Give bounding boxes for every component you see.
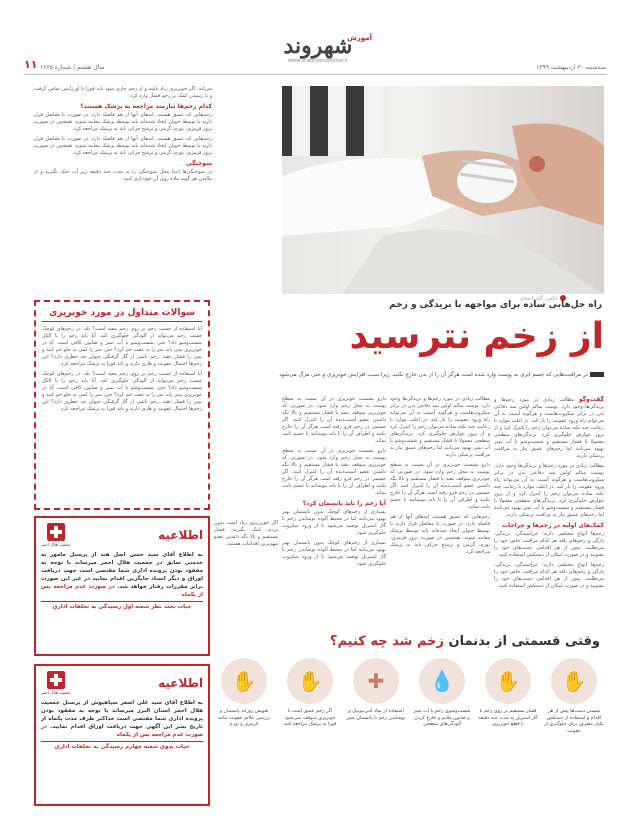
announcement-2-org-label: جمعیت هلال احمر — [41, 690, 71, 695]
header-rule — [24, 74, 606, 75]
step-5-caption: اگر زخم عمیق است یا خونریزی متوقف نمی‌شود فورا به پزشک مراجعه کنید — [283, 709, 337, 727]
step-3 — [412, 658, 472, 798]
change-dressing-icon: ✋ — [221, 658, 267, 704]
center-col-p1: مطالب زیادی در مورد زخم‌ها و بریدگی‌ها وجود دارد. پوست سالم اولین سد دفاعی بدن در برابر میکروب‌هاست و هرگونه آسیب به آن می‌تواند راه ورود عفونت را باز کند. در اغلب موارد با رعایت چند نکته ساده می‌توان زخم را کنترل کرد و از بروز عوارض جلوگیری کرد. بریدگی‌های سطحی معمولا با فشار مستقیم و شست‌وشو با آب تمیز بهبود می‌یابند اما زخم‌های عمیق نیاز به مراقبت پزشکی دارند. — [390, 396, 490, 458]
bandaging-hands-illustration — [282, 86, 604, 294]
article-lead — [274, 372, 604, 378]
article-title: از زخم نترسید — [349, 316, 604, 357]
announcement-2-org — [41, 671, 71, 695]
sidebar-quote-text: اگر خون‌ریزی زیاد است بدون تردید کمک بگیرید؛ فشار مستقیم و بالا نگه داشتن عضو مهم‌ترین اقدامات هستند. — [214, 520, 278, 547]
sidebar-quote — [214, 520, 278, 640]
right-col-label: گفت‌وگو — [578, 396, 604, 403]
left-col-p2: زخم‌هایی که عمیق هستند، لبه‌های آنها از هم فاصله دارد، در صورت یا مفاصل قرار دارند یا توسط حیوان ایجاد شده‌اند باید توسط پزشک معاینه شوند. همچنین در صورت بروز قرمزی، تورم، گرمی و ترشح چرکی باید به پزشک مراجعه کرد. — [34, 112, 212, 132]
steps-title-red: زخم شد چه کنیم؟ — [329, 634, 445, 649]
right-col-p2b: زخم‌ها انواع مختلفی دارند؛ خراشیدگی، بریدگی، پارگی و زخم‌های نافذ هر کدام مراقبت خاص خود را می‌طلبند. پیش از هر اقدامی دست‌های خود را بشویید و در صورت امکان از دستکش استفاده کنید. — [494, 562, 604, 589]
left-col-subhead-2: سوختگی — [186, 160, 212, 167]
announcement-1 — [34, 516, 210, 656]
faq-text-wrap — [42, 326, 202, 506]
middle-column-text — [282, 396, 386, 626]
left-column-text — [34, 86, 212, 292]
mid-col-p1b: دارو بشست خونریزی در آن نسبت به سطح پوست به محل زخم وارد شود. در صورتی که خونریزی متوقف نشد با فشار مستقیم و بالا نگه داشتن عضو آسیب‌دیده آن را کنترل کنید. اگر جسمی در زخم فرو رفته است هرگز آن را خارج نکنید و اطراف آن را با باند بپوشانید تا جسم ثابت بماند. — [282, 448, 386, 496]
announcement-1-text: به اطلاع آقای سید حسن اصل هند از پرسنل مامور به خدمتی سابق در جمعیت هلال احمر میرساند با توجه به مفقود بودن پرونده اداری شما مقتضی است جهت دریافت اوراق و دیگر اسناد جایگزین اقدام نمایید در غیر این صورت برابر مقررات رفتار خواهد شد. — [41, 552, 203, 590]
mid-col-p1: دارو بشست خونریزی در آن نسبت به سطح پوست به محل زخم وارد شود. در صورتی که خونریزی متوقف نشد با فشار مستقیم و بالا نگه داشتن عضو آسیب‌دیده آن را کنترل کنید. اگر جسمی در زخم فرو رفته است هرگز آن را خارج نکنید و اطراف آن را با باند بپوشانید تا جسم ثابت بماند. — [282, 396, 386, 444]
announcement-2-title: اطلاعیه — [158, 676, 203, 690]
article-photo — [282, 86, 604, 294]
pressure-icon: ✋ — [485, 658, 531, 704]
step-6-caption: تعویض روزانه پانسمان و بررسی علائم عفونت مانند قرمزی و تورم — [217, 709, 271, 727]
announcement-2-body — [41, 699, 203, 739]
mid-col-subhead: آیا زخم را باید پانسمان کرد؟ — [302, 500, 386, 507]
issue-info: سه‌شنبه ۳۰ اردیبهشت ۱۳۹۹ — [536, 64, 606, 71]
right-column-text — [494, 396, 604, 626]
left-col-p2b: زخم‌هایی که عمیق هستند، لبه‌های آنها از هم فاصله دارد، در صورت یا مفاصل قرار دارند یا توسط حیوان ایجاد شده‌اند باید توسط پزشک معاینه شوند. همچنین در صورت بروز قرمزی، تورم، گرمی و ترشح چرکی باید به پزشک مراجعه کرد. — [34, 136, 212, 156]
mid-col-p2: بسیاری از زخم‌های کوچک بدون پانسمان بهتر بهبود می‌یابند اما در محیط آلوده پوشاندن زخم با گاز استریل توصیه می‌شود تا از ورود میکروب جلوگیری شود. — [282, 509, 386, 536]
bandage-icon: ✋ — [287, 658, 333, 704]
step-6 — [214, 658, 274, 798]
announcement-1-body — [41, 551, 203, 599]
step-2 — [478, 658, 538, 798]
hand-cut-icon: ✋ — [551, 658, 597, 704]
faq-text-2: آیا استفاده از چسب زخم بر روی زخم مفید است؟ بله، در زخم‌های کوچک چسب زخم می‌تواند از آلودگی جلوگیری کند. آیا باید زخم را با الکل شست‌وشو داد؟ خیر، شست‌وشو با آب تمیز و صابون کافی است. آیا در خونریزی بینی باید سر را به عقب خم کرد؟ خیر، سر را کمی به جلو خم کنید و بینی را فشار دهید. زخم ناشی از گاز گرفتگی حیوان چه خطری دارد؟ این زخم‌ها احتمال عفونت و هاری دارند و باید فورا به پزشک مراجعه کرد. — [42, 371, 202, 412]
newspaper-logo — [258, 34, 378, 70]
announcement-1-org — [41, 523, 71, 547]
step-2-caption: فشار مستقیم بر روی زخم با گاز استریل به مدت چند دقیقه تا قطع خونریزی — [478, 709, 538, 727]
lead-bullet-icon — [590, 372, 604, 377]
logo-tag: آموزش — [347, 34, 372, 42]
right-col-subhead: کمک‌های اولیه در زخم‌ها و جراحات — [501, 522, 604, 529]
announcement-1-title: اطلاعیه — [158, 528, 203, 542]
left-col-p1: می‌کند. اگر خونریزی زیاد باشد و از زخم جاری شود باید فورا با اورژانس تماس گرفت و تا رسیدن کمک بر زخم فشار وارد کرد. — [34, 86, 212, 99]
red-crescent-icon — [47, 671, 65, 689]
page-number: ۱۱ — [24, 58, 38, 71]
logo-site: www.shahrvandonline.ir — [287, 58, 349, 64]
steps-section-title — [330, 634, 600, 649]
step-5 — [280, 658, 340, 798]
center-column-text — [390, 396, 490, 626]
step-4-caption: استفاده از پماد آنتی‌بیوتیک و پوشاندن زخم با پانسمان تمیز — [346, 709, 406, 721]
steps-row — [214, 658, 604, 798]
article-kicker: راه حل‌هایی ساده برای مواجهه با بریدگی و زخم — [389, 300, 602, 310]
lead-text: در مراقبت‌هایی که جسم ابری به پوست وارد شده است هرگز آن را از بدن خارج نکنید، زیرا سبب افزایش خونریزی و حتی مرگ می‌شود — [279, 372, 588, 378]
logo-word: شهروند — [283, 33, 353, 59]
step-3-caption: شست‌وشوی زخم با آب تمیز و صابون ملایم و خارج کردن آلودگی‌های سطحی — [413, 709, 471, 727]
announcement-1-highlight: در صورت عدم مراجعه پس از یکماه — [41, 584, 203, 598]
step-1-caption: شستن دست‌ها پیش از هر اقدام و استفاده از دستکش یکبار مصرف برای جلوگیری از عفونت — [544, 709, 604, 734]
faq-box — [34, 300, 210, 510]
right-col-p1: مطالب زیادی در مورد زخم‌ها و بریدگی‌ها وجود دارد. پوست سالم اولین سد دفاعی بدن در برابر میکروب‌هاست و هرگونه آسیب به آن می‌تواند راه ورود عفونت را باز کند. در اغلب موارد با رعایت چند نکته ساده می‌توان زخم را کنترل کرد و از بروز عوارض جلوگیری کرد. بریدگی‌های سطحی معمولا با فشار مستقیم و شست‌وشو با آب تمیز بهبود می‌یابند اما زخم‌های عمیق نیاز به مراقبت پزشکی دارند. — [494, 397, 604, 459]
left-col-p3: در سوختگی‌ها ابتدا محل سوختگی را به مدت چند دقیقه زیر آب خنک بگیرید و از مالیدن هر گونه ماده روی آن خودداری کنید. — [34, 169, 212, 182]
photo-credit-text: عکس: گتی ایمیجز — [520, 295, 559, 302]
announcement-1-org-label: جمعیت هلال احمر — [41, 542, 71, 547]
year-info: سال هشتم | شماره ۱۲۶۵ — [40, 64, 105, 71]
announcement-2 — [34, 664, 210, 806]
faq-text: آیا استفاده از چسب زخم بر روی زخم مفید است؟ بله، در زخم‌های کوچک چسب زخم می‌تواند از آلودگی جلوگیری کند. آیا باید زخم را با الکل شست‌وشو داد؟ خیر، شست‌وشو با آب تمیز و صابون کافی است. آیا در خونریزی بینی باید سر را به عقب خم کرد؟ خیر، سر را کمی به جلو خم کنید و بینی را فشار دهید. زخم ناشی از گاز گرفتگی حیوان چه خطری دارد؟ این زخم‌ها احتمال عفونت و هاری دارند و باید فورا به پزشک مراجعه کرد. — [42, 326, 202, 367]
right-col-p1b: مطالب زیادی در مورد زخم‌ها و بریدگی‌ها وجود دارد. پوست سالم اولین سد دفاعی بدن در برابر میکروب‌هاست و هرگونه آسیب به آن می‌تواند راه ورود عفونت را باز کند. در اغلب موارد با رعایت چند نکته ساده می‌توان زخم را کنترل کرد و از بروز عوارض جلوگیری کرد. بریدگی‌های سطحی معمولا با فشار مستقیم و شست‌وشو با آب تمیز بهبود می‌یابند اما زخم‌های عمیق نیاز به مراقبت پزشکی دارند. — [494, 463, 604, 518]
steps-title-plain: وقتی قسمتی از بدنمان — [444, 634, 600, 649]
center-col-p2: دارو بشست خونریزی در آن نسبت به سطح پوست به محل زخم وارد شود. در صورتی که خونریزی متوقف نشد با فشار مستقیم و بالا نگه داشتن عضو آسیب‌دیده آن را کنترل کنید. اگر جسمی در زخم فرو رفته است هرگز آن را خارج نکنید و اطراف آن را با باند بپوشانید تا جسم ثابت بماند. — [390, 462, 490, 510]
step-4 — [346, 658, 406, 798]
announcement-2-text: به اطلاع آقای سید علی اصغر سپاهپوش از پرسنل جمعیت هلال احمر استان البرز میرساند با توجه به مفقود بودن پرونده اداری شما مقتضی است حداکثر ظرف مدت یکماه از تاریخ نشر این آگهی جهت دریافت اوراق اقدام نمایید. — [41, 700, 203, 730]
wash-icon: 💧 — [419, 658, 465, 704]
announcement-2-highlight: در صورت عدم مراجعه پس از یکماه — [41, 724, 203, 738]
announcement-1-footer: حیات تحت نظر شعبه اول رسیدگی به تخلفات اداری — [41, 601, 203, 610]
center-col-p3: زخم‌هایی که عمیق هستند، لبه‌های آنها از هم فاصله دارد، در صورت یا مفاصل قرار دارند یا توسط حیوان ایجاد شده‌اند باید توسط پزشک معاینه شوند. همچنین در صورت بروز قرمزی، تورم، گرمی و ترشح چرکی باید به پزشک مراجعه کرد. — [390, 514, 490, 555]
step-1 — [544, 658, 604, 798]
red-crescent-icon — [47, 523, 65, 541]
page-header — [0, 0, 630, 78]
ointment-icon: ✚ — [353, 658, 399, 704]
left-col-subhead-1: کدام زخم‌ها نیازمند مراجعه به پزشک هستند؟ — [80, 103, 212, 110]
right-col-p2: زخم‌ها انواع مختلفی دارند؛ خراشیدگی، بریدگی، پارگی و زخم‌های نافذ هر کدام مراقبت خاص خود را می‌طلبند. پیش از هر اقدامی دست‌های خود را بشویید و در صورت امکان از دستکش استفاده کنید. — [494, 531, 604, 558]
announcement-2-footer: حیات بدوی شعبه چهارم رسیدگی به تخلفات اداری — [41, 741, 203, 750]
faq-title: سوالات متداول در مورد خونریزی — [42, 308, 202, 322]
mid-col-p2b: بسیاری از زخم‌های کوچک بدون پانسمان بهتر بهبود می‌یابند اما در محیط آلوده پوشاندن زخم با گاز استریل توصیه می‌شود تا از ورود میکروب جلوگیری شود. — [282, 540, 386, 567]
